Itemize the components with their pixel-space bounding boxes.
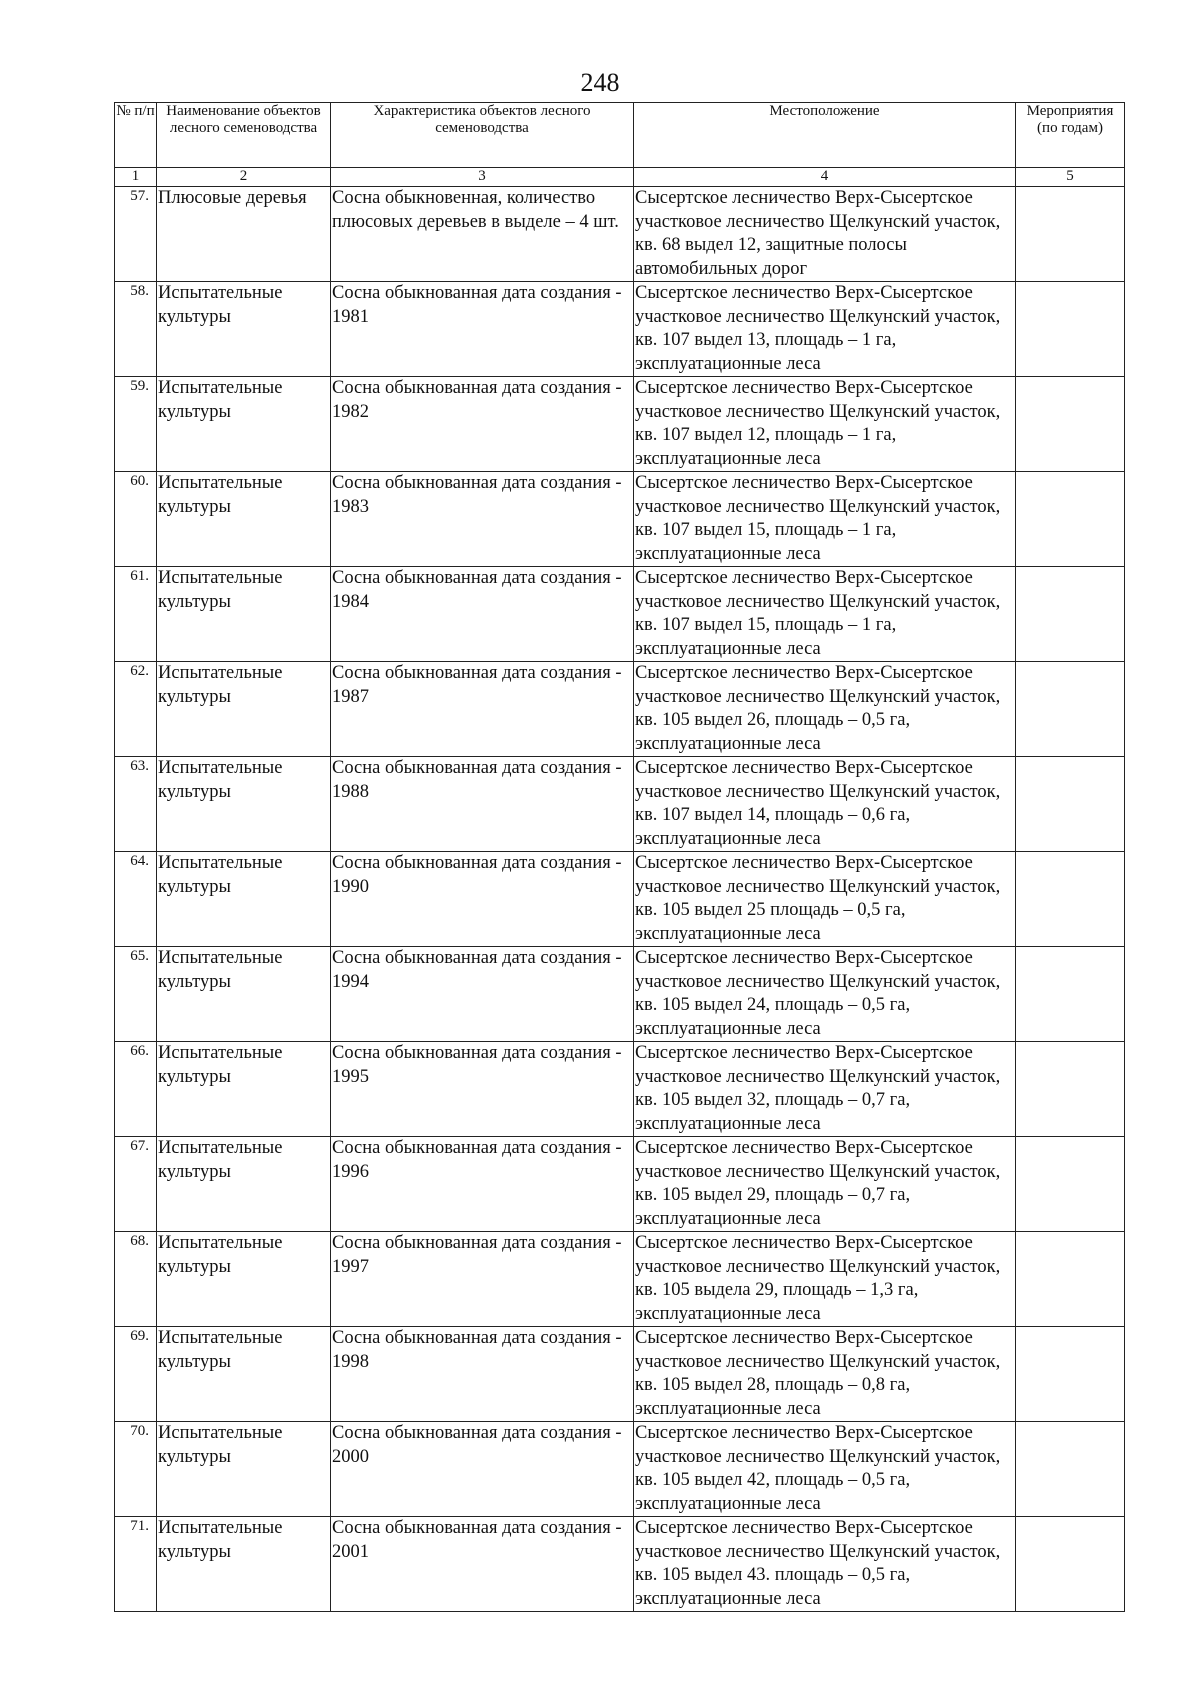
object-characteristics: Сосна обыкнованная дата создания - 1998 — [331, 1327, 634, 1422]
column-number: 5 — [1016, 168, 1125, 187]
table-row — [115, 852, 1125, 947]
row-number: 62. — [115, 662, 157, 757]
column-number: 3 — [331, 168, 634, 187]
object-location: Сысертское лесничество Верх-Сысертское участковое лесничество Щелкунский участок, кв. 107 выдел 12, площадь – 1 га, эксплуатационные леса — [634, 377, 1016, 472]
object-events — [1016, 1137, 1125, 1232]
object-characteristics: Сосна обыкнованная дата создания - 1996 — [331, 1137, 634, 1232]
object-events — [1016, 947, 1125, 1042]
row-number: 71. — [115, 1517, 157, 1612]
object-characteristics: Сосна обыкнованная дата создания - 1983 — [331, 472, 634, 567]
table-row — [115, 567, 1125, 662]
object-name: Испытательные культуры — [157, 1422, 331, 1517]
header-object-name: Наименование объектов лесного семеноводства — [157, 103, 331, 168]
object-location: Сысертское лесничество Верх-Сысертское участковое лесничество Щелкунский участок, кв. 105 выдел 28, площадь – 0,8 га, эксплуатационные леса — [634, 1327, 1016, 1422]
row-number: 57. — [115, 187, 157, 282]
object-location: Сысертское лесничество Верх-Сысертское участковое лесничество Щелкунский участок, кв. 105 выдел 29, площадь – 0,7 га, эксплуатационные леса — [634, 1137, 1016, 1232]
table-row — [115, 377, 1125, 472]
object-name: Испытательные культуры — [157, 472, 331, 567]
row-number: 66. — [115, 1042, 157, 1137]
table-row — [115, 1232, 1125, 1327]
object-characteristics: Сосна обыкнованная дата создания - 1982 — [331, 377, 634, 472]
object-name: Испытательные культуры — [157, 852, 331, 947]
object-name: Испытательные культуры — [157, 662, 331, 757]
row-number: 68. — [115, 1232, 157, 1327]
row-number: 65. — [115, 947, 157, 1042]
header-location: Местоположение — [634, 103, 1016, 168]
column-number-row — [115, 168, 1125, 187]
object-characteristics: Сосна обыкнованная дата создания - 1995 — [331, 1042, 634, 1137]
object-events — [1016, 1042, 1125, 1137]
table-row — [115, 757, 1125, 852]
row-number: 61. — [115, 567, 157, 662]
table-header-row — [115, 103, 1125, 168]
table-row — [115, 1137, 1125, 1232]
object-location: Сысертское лесничество Верх-Сысертское участковое лесничество Щелкунский участок, кв. 105 выдел 43. площадь – 0,5 га, эксплуатационные леса — [634, 1517, 1016, 1612]
table-row — [115, 947, 1125, 1042]
column-number: 4 — [634, 168, 1016, 187]
object-name: Испытательные культуры — [157, 1232, 331, 1327]
table-body — [115, 187, 1125, 1612]
object-events — [1016, 282, 1125, 377]
row-number: 60. — [115, 472, 157, 567]
object-name: Испытательные культуры — [157, 1137, 331, 1232]
object-location: Сысертское лесничество Верх-Сысертское участковое лесничество Щелкунский участок, кв. 107 выдел 15, площадь – 1 га, эксплуатационные леса — [634, 567, 1016, 662]
header-number: № п/п — [115, 103, 157, 168]
object-name: Испытательные культуры — [157, 282, 331, 377]
object-events — [1016, 187, 1125, 282]
object-events — [1016, 1327, 1125, 1422]
row-number: 63. — [115, 757, 157, 852]
row-number: 67. — [115, 1137, 157, 1232]
object-events — [1016, 377, 1125, 472]
object-location: Сысертское лесничество Верх-Сысертское участковое лесничество Щелкунский участок, кв. 68 выдел 12, защитные полосы автомобильных дорог — [634, 187, 1016, 282]
object-location: Сысертское лесничество Верх-Сысертское участковое лесничество Щелкунский участок, кв. 107 выдел 13, площадь – 1 га, эксплуатационные леса — [634, 282, 1016, 377]
object-characteristics: Сосна обыкнованная дата создания - 1994 — [331, 947, 634, 1042]
row-number: 69. — [115, 1327, 157, 1422]
object-characteristics: Сосна обыкнованная дата создания - 1981 — [331, 282, 634, 377]
table-row — [115, 472, 1125, 567]
table-row — [115, 1042, 1125, 1137]
object-characteristics: Сосна обыкновенная, количество плюсовых деревьев в выделе – 4 шт. — [331, 187, 634, 282]
object-characteristics: Сосна обыкнованная дата создания - 1997 — [331, 1232, 634, 1327]
object-events — [1016, 472, 1125, 567]
object-characteristics: Сосна обыкнованная дата создания - 2000 — [331, 1422, 634, 1517]
object-location: Сысертское лесничество Верх-Сысертское участковое лесничество Щелкунский участок, кв. 105 выдел 25 площадь – 0,5 га, эксплуатационные леса — [634, 852, 1016, 947]
object-characteristics: Сосна обыкнованная дата создания - 1987 — [331, 662, 634, 757]
row-number: 70. — [115, 1422, 157, 1517]
page-number: 248 — [580, 68, 620, 97]
object-events — [1016, 757, 1125, 852]
object-location: Сысертское лесничество Верх-Сысертское участковое лесничество Щелкунский участок, кв. 107 выдел 15, площадь – 1 га, эксплуатационные леса — [634, 472, 1016, 567]
object-location: Сысертское лесничество Верх-Сысертское участковое лесничество Щелкунский участок, кв. 105 выдела 29, площадь – 1,3 га, эксплуатационные леса — [634, 1232, 1016, 1327]
object-name: Испытательные культуры — [157, 1517, 331, 1612]
table-row — [115, 1517, 1125, 1612]
row-number: 59. — [115, 377, 157, 472]
table-row — [115, 187, 1125, 282]
object-name: Испытательные культуры — [157, 377, 331, 472]
object-location: Сысертское лесничество Верх-Сысертское участковое лесничество Щелкунский участок, кв. 105 выдел 42, площадь – 0,5 га, эксплуатационные леса — [634, 1422, 1016, 1517]
object-name: Испытательные культуры — [157, 757, 331, 852]
object-events — [1016, 852, 1125, 947]
object-characteristics: Сосна обыкнованная дата создания - 1984 — [331, 567, 634, 662]
object-location: Сысертское лесничество Верх-Сысертское участковое лесничество Щелкунский участок, кв. 105 выдел 26, площадь – 0,5 га, эксплуатационные леса — [634, 662, 1016, 757]
object-name: Испытательные культуры — [157, 1042, 331, 1137]
table-row — [115, 1327, 1125, 1422]
object-characteristics: Сосна обыкнованная дата создания - 2001 — [331, 1517, 634, 1612]
object-location: Сысертское лесничество Верх-Сысертское участковое лесничество Щелкунский участок, кв. 105 выдел 24, площадь – 0,5 га, эксплуатационные леса — [634, 947, 1016, 1042]
object-characteristics: Сосна обыкнованная дата создания - 1988 — [331, 757, 634, 852]
column-number: 1 — [115, 168, 157, 187]
object-events — [1016, 567, 1125, 662]
object-name: Испытательные культуры — [157, 1327, 331, 1422]
seed-objects-table — [114, 102, 1125, 1612]
header-events: Мероприятия (по годам) — [1016, 103, 1125, 168]
object-events — [1016, 1517, 1125, 1612]
object-events — [1016, 1232, 1125, 1327]
object-events — [1016, 662, 1125, 757]
object-events — [1016, 1422, 1125, 1517]
object-location: Сысертское лесничество Верх-Сысертское участковое лесничество Щелкунский участок, кв. 105 выдел 32, площадь – 0,7 га, эксплуатационные леса — [634, 1042, 1016, 1137]
object-name: Испытательные культуры — [157, 567, 331, 662]
object-location: Сысертское лесничество Верх-Сысертское участковое лесничество Щелкунский участок, кв. 107 выдел 14, площадь – 0,6 га, эксплуатационные леса — [634, 757, 1016, 852]
table-row — [115, 1422, 1125, 1517]
row-number: 58. — [115, 282, 157, 377]
object-characteristics: Сосна обыкнованная дата создания - 1990 — [331, 852, 634, 947]
row-number: 64. — [115, 852, 157, 947]
object-name: Плюсовые деревья — [157, 187, 331, 282]
table-row — [115, 662, 1125, 757]
object-name: Испытательные культуры — [157, 947, 331, 1042]
column-number: 2 — [157, 168, 331, 187]
table-row — [115, 282, 1125, 377]
header-characteristics: Характеристика объектов лесного семеноводства — [331, 103, 634, 168]
